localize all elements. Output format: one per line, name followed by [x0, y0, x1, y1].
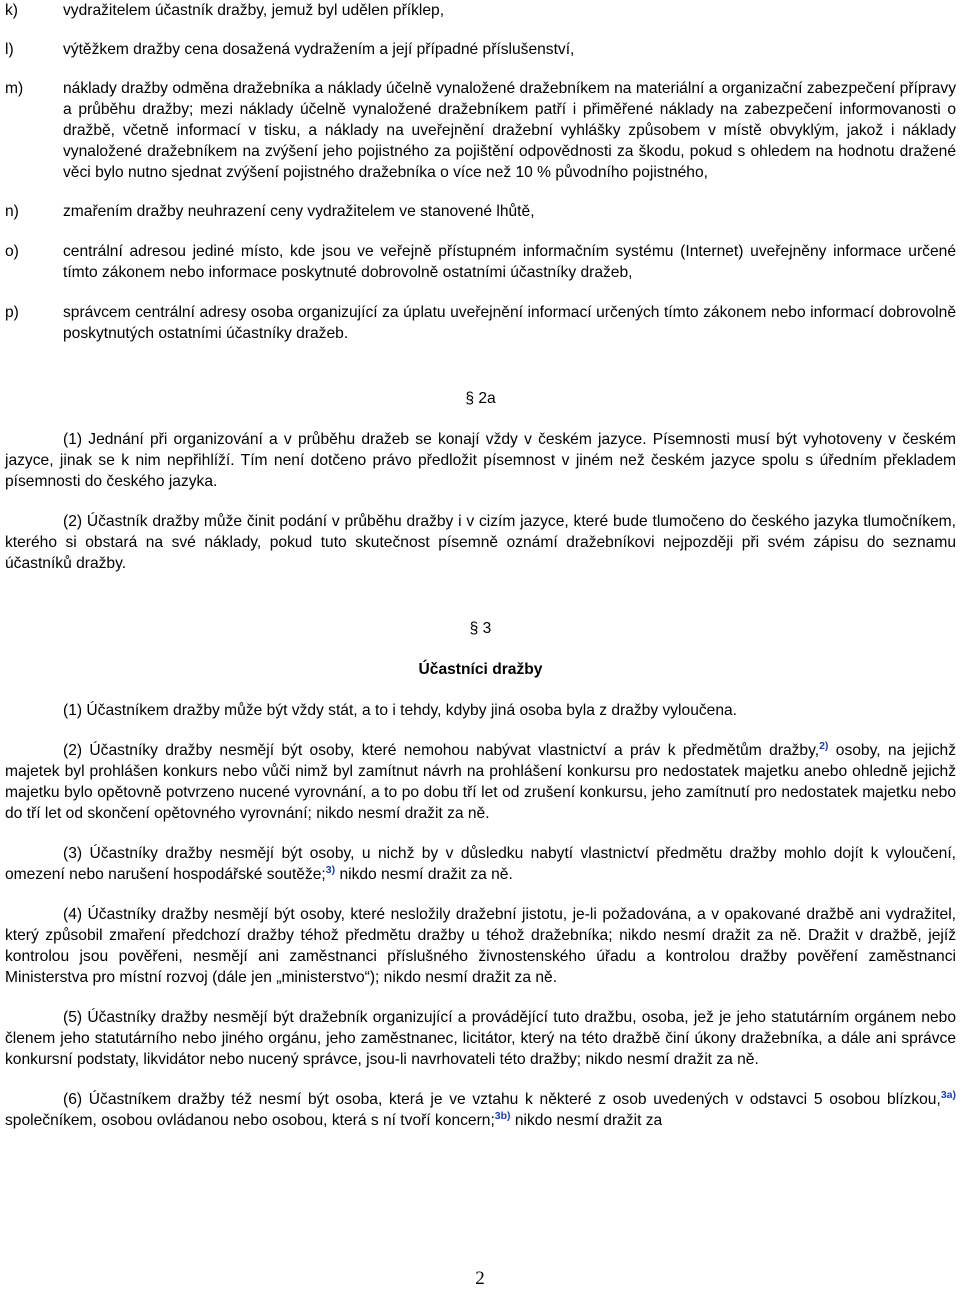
definition-letter: k) [5, 2, 18, 19]
paragraph-text: (2) Účastníky dražby nesmějí být osoby, které nemohou nabývat vlastnictví a práv k předmětům dražby, [63, 742, 820, 759]
footnote-ref[interactable]: 3) [325, 863, 336, 876]
footnote-ref[interactable]: 3b) [494, 1109, 511, 1122]
definition-item-p [5, 302, 956, 344]
section-title: Účastníci dražby [418, 661, 543, 678]
definition-letter: n) [5, 203, 19, 220]
definition-letter: l) [5, 41, 14, 58]
paragraph-text: společníkem, osobou ovládanou nebo osobou, která s ní tvoří koncern; [5, 1112, 495, 1129]
footnote-ref[interactable]: 3a) [940, 1088, 956, 1101]
section-mark: § 3 [469, 620, 492, 637]
paragraph-text: (6) Účastníkem dražby též nesmí být osoba, která je ve vztahu k některé z osob uvedených v odstavci 5 osobou blízkou, [63, 1091, 941, 1108]
definition-item-n [5, 201, 956, 222]
paragraph [5, 843, 956, 885]
definition-item-o [5, 241, 956, 283]
definition-letter: p) [5, 304, 19, 321]
definition-list [5, 0, 956, 344]
definition-item-l [5, 39, 956, 60]
definition-text: zmařením dražby neuhrazení ceny vydražitelem ve stanovené lhůtě, [63, 203, 535, 220]
definition-text: správcem centrální adresy osoba organizující za úplatu uveřejnění informací určených tímto zákonem nebo informací dobrovolně poskytnutých ostatními účastníky dražeb. [63, 304, 956, 342]
paragraph-text: nikdo nesmí dražit za ně. [335, 866, 513, 883]
document-page [5, 0, 956, 1131]
definition-text: výtěžkem dražby cena dosažená vydražením a její případné příslušenství, [63, 41, 575, 58]
paragraph: (2) Účastník dražby může činit podání v průběhu dražby i v cizím jazyce, které bude tlumočeno do českého jazyka tlumočníkem, kterého si obstará na své náklady, pokud tuto skutečnost písemně oznámí dražebníkovi nejpozději při svém zápisu do seznamu účastníků dražby. [5, 513, 956, 572]
definition-text: vydražitelem účastník dražby, jemuž byl udělen příklep, [63, 2, 445, 19]
definition-item-m [5, 78, 956, 183]
paragraph-text: (3) Účastníky dražby nesmějí být osoby, u nichž by v důsledku nabytí vlastnictví předmětu dražby mohlo dojít k vyloučení, omezení nebo narušení hospodářské soutěže; [5, 845, 956, 883]
paragraph [5, 740, 956, 824]
definition-letter: o) [5, 243, 19, 260]
page-number: 2 [475, 1268, 485, 1289]
definition-item-k [5, 0, 956, 21]
section-2a [5, 388, 956, 574]
definition-letter: m) [5, 80, 24, 97]
paragraph: (5) Účastníky dražby nesmějí být dražebník organizující a provádějící tuto dražbu, osoba, jež je jeho statutárním orgánem nebo členem jeho statutárního nebo jiného orgánu, jeho zaměstnanec, licitátor, který na této dražbě činí úkony dražebníka, a dále ani správce konkursní podstaty, likvidátor nebo nucený správce, jsou-li navrhovateli této dražby; nikdo nesmí dražit za ně. [5, 1009, 956, 1068]
paragraph: (1) Jednání při organizování a v průběhu dražeb se konají vždy v českém jazyce. Písemnosti musí být vyhotoveny v českém jazyce, jinak se k nim nepřihlíží. Tím není dotčeno právo předložit písemnost v jiném než českém jazyce spolu s úředním překladem písemnosti do českého jazyka. [5, 431, 956, 490]
section-3 [5, 618, 956, 1131]
footnote-ref[interactable]: 2) [819, 739, 829, 752]
paragraph-text: nikdo nesmí dražit za [510, 1112, 663, 1129]
section-mark: § 2a [465, 390, 496, 407]
paragraph [5, 1089, 956, 1131]
definition-text: centrální adresou jediné místo, kde jsou ve veřejně přístupném informačním systému (Internet) uveřejněny informace určené tímto zákonem nebo informace poskytnuté dobrovolně ostatními účastníky dražeb, [63, 243, 956, 281]
paragraph: (1) Účastníkem dražby může být vždy stát, a to i tehdy, kdyby jiná osoba byla z dražby vyloučena. [63, 702, 738, 719]
paragraph-text: osoby, na jejichž majetek byl prohlášen konkurs nebo vůči nimž byl zamítnut návrh na prohlášení konkursu pro nedostatek majetku anebo ohledně jejichž majetku bylo opětovně potvrzeno nucené vyrovnání, a to po dobu tří let od zrušení konkursu, jeho zamítnutí pro nedostatek majetku nebo do tří let od skončení opětovného vyrovnání; nikdo nesmí dražit za ně. [5, 742, 956, 822]
paragraph: (4) Účastníky dražby nesmějí být osoby, které nesložily dražební jistotu, je-li požadována, a v opakované dražbě ani vydražitel, který způsobil zmaření předchozí dražby téhož předmětu dražby u téhož dražebníka; nikdo nesmí dražit za ně. Dražit v dražbě, jejíž kontrolou jsou pověřeni, nesmějí ani zaměstnanci příslušného živnostenského úřadu a kontrolou dražby pověření zaměstnanci Ministerstva pro místní rozvoj (dále jen „ministerstvo“); nikdo nesmí dražit za ně. [5, 906, 956, 986]
definition-text: náklady dražby odměna dražebníka a náklady účelně vynaložené dražebníkem na materiální a organizační zabezpečení přípravy a průběhu dražby; mezi náklady účelně vynaložené dražebníkem patří i přiměřené náklady na zabezpečení informovanosti o dražbě, včetně informací v tisku, a náklady na uveřejnění dražební vyhlášky způsobem v místě obvyklým, jakož i náklady vynaložené dražebníkem na zvýšení jeho pojistného za pojištění odpovědnosti za škodu, pokud s ohledem na hodnotu dražené věci bylo nutno sjednat zvýšení pojistného dražebníka o více než 10 % původního pojistného, [63, 80, 956, 181]
